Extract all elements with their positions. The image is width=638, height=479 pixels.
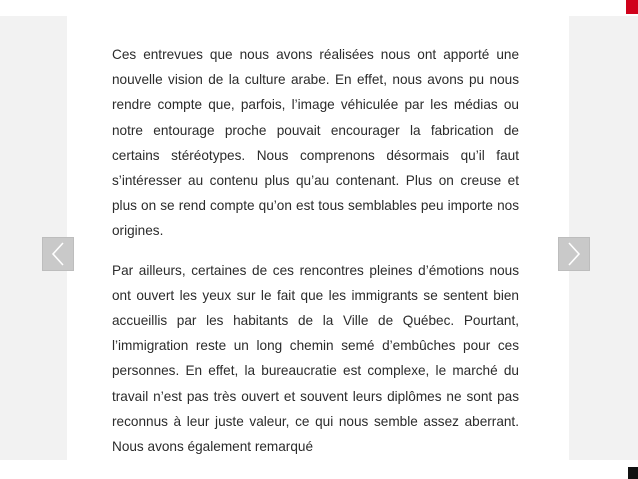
corner-accent-black <box>628 467 638 479</box>
document-page <box>67 16 569 460</box>
chevron-right-icon <box>567 242 581 266</box>
page-text <box>112 42 519 460</box>
next-page-button[interactable] <box>558 237 590 271</box>
paragraph-2: Par ailleurs, certaines de ces rencontres pleines d’émotions nous ont ouvert les yeux sur le fait que les immigrants se sentent bien accueillis par les habitants de la Ville de Québec. Pourtant, l’immigration reste un long chemin semé d’embûches pour ces personnes. En effet, la bureaucratie est complexe, le marché du travail n’est pas très ouvert et souvent leurs diplômes ne sont pas reconnus à leur juste valeur, ce qui nous semble assez aberrant. Nous avons également remarqué <box>112 262 519 455</box>
paragraph-1: Ces entrevues que nous avons réalisées nous ont apporté une nouvelle vision de la culture arabe. En effet, nous avons pu nous rendre compte que, parfois, l’image véhiculée par les médias ou notre entourage proche pouvait encourager la fabrication de certains stéréotypes. Nous comprenons désormais qu’il faut s’intéresser au contenu plus qu’au contenant. Plus on creuse et plus on se rend compte qu’on est tous semblables peu importe nos origines. <box>112 47 519 239</box>
previous-page-button[interactable] <box>42 237 74 271</box>
corner-accent-red <box>626 0 638 14</box>
chevron-left-icon <box>51 242 65 266</box>
